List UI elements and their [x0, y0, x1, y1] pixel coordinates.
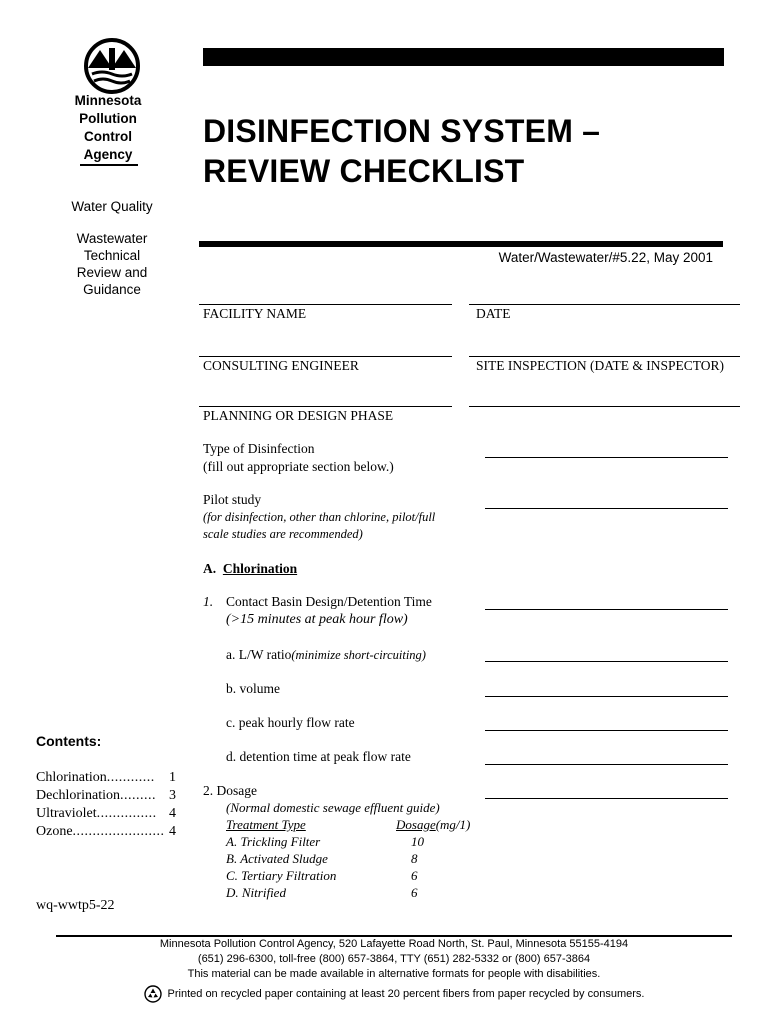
dosage-label: 2. Dosage	[203, 783, 257, 798]
contents-list	[36, 769, 176, 841]
pilot-study-input-line[interactable]	[485, 508, 728, 509]
table-row	[226, 884, 486, 901]
footer	[56, 937, 732, 982]
treatment-type-cell: D. Nitrified	[226, 885, 286, 900]
contact-basin-input-line[interactable]	[485, 609, 728, 610]
pilot-study-note-1: (for disinfection, other than chlorine, pilot/full	[203, 510, 436, 524]
mpca-logo-icon	[80, 38, 144, 94]
ww-line-3: Review and	[76, 265, 148, 280]
dosage-table	[226, 816, 486, 901]
dosage-cell: 6	[411, 885, 418, 900]
detention-time-label: d. detention time at peak flow rate	[226, 749, 411, 764]
toc-item: Chlorination ............ 1	[36, 770, 176, 785]
pilot-study-note-2: scale studies are recommended)	[203, 527, 363, 541]
ww-line-1: Wastewater	[76, 231, 148, 246]
toc-item: Dechlorination ......... 3	[36, 788, 176, 803]
table-row	[226, 833, 486, 850]
lw-ratio-prefix: a. L/W ratio	[226, 647, 292, 662]
page-title	[203, 111, 600, 191]
date-label: DATE	[476, 306, 511, 321]
contact-basin-note: (>15 minutes at peak hour flow)	[226, 612, 408, 627]
recycle-icon	[144, 985, 162, 1003]
dosage-cell: 8	[411, 851, 418, 866]
contents-title: Contents:	[36, 733, 102, 749]
ww-line-4: Guidance	[83, 282, 141, 297]
header-treatment-type: Treatment Type	[226, 817, 306, 832]
header-bar	[203, 48, 724, 66]
treatment-type-cell: B. Activated Sludge	[226, 851, 328, 866]
toc-item: Ultraviolet ............... 4	[36, 806, 176, 821]
agency-name	[60, 92, 156, 164]
lw-ratio-input-line[interactable]	[485, 661, 728, 662]
document-reference: Water/Wastewater/#5.22, May 2001	[498, 250, 713, 265]
site-inspection-label: SITE INSPECTION (DATE & INSPECTOR)	[476, 358, 725, 373]
type-of-disinfection-note: (fill out appropriate section below.)	[203, 459, 394, 474]
dosage-note: (Normal domestic sewage effluent guide)	[226, 800, 440, 815]
planning-phase-right-line[interactable]	[469, 406, 740, 407]
peak-flow-label: c. peak hourly flow rate	[226, 715, 355, 730]
facility-name-label: FACILITY NAME	[203, 306, 307, 321]
footer-address: Minnesota Pollution Control Agency, 520 Lafayette Road North, St. Paul, Minnesota 55155-4194	[159, 938, 629, 950]
title-line-1: DISINFECTION SYSTEM –	[203, 113, 601, 149]
footer-accessibility: This material can be made available in alternative formats for people with disabilities.	[187, 968, 601, 980]
contact-basin-label: Contact Basin Design/Detention Time	[226, 594, 432, 609]
ww-line-2: Technical	[83, 248, 141, 263]
dosage-input-line[interactable]	[485, 798, 728, 799]
wastewater-guidance-label	[50, 230, 174, 298]
treatment-type-cell: C. Tertiary Filtration	[226, 868, 337, 883]
type-of-disinfection-label: Type of Disinfection	[203, 441, 315, 456]
planning-phase-label: PLANNING OR DESIGN PHASE	[203, 408, 394, 423]
toc-item: Ozone ....................... 4	[36, 824, 176, 839]
agency-line-4: Agency	[83, 147, 133, 162]
agency-line-2: Pollution	[79, 111, 137, 126]
recycled-notice	[56, 985, 732, 1003]
section-a-heading	[203, 560, 297, 577]
dosage-cell: 10	[411, 834, 424, 849]
agency-line-3: Control	[84, 129, 132, 144]
section-a-prefix: A.	[203, 561, 217, 576]
pilot-study-label: Pilot study	[203, 492, 262, 507]
recycled-text: Printed on recycled paper containing at least 20 percent fibers from paper recycled by consumers.	[167, 988, 645, 1000]
consulting-engineer-label: CONSULTING ENGINEER	[203, 358, 359, 373]
peak-flow-input-line[interactable]	[485, 730, 728, 731]
water-quality-label: Water Quality	[71, 199, 153, 214]
dosage-table-header	[226, 816, 486, 833]
section-a-title: Chlorination	[222, 561, 298, 576]
table-row	[226, 867, 486, 884]
title-line-2: REVIEW CHECKLIST	[203, 153, 525, 189]
lw-ratio-label	[226, 646, 426, 664]
dosage-cell: 6	[411, 868, 418, 883]
type-of-disinfection-input-line[interactable]	[485, 457, 728, 458]
lw-ratio-note: (minimize short-circuiting)	[291, 648, 426, 662]
agency-line-1: Minnesota	[74, 93, 142, 108]
title-rule	[199, 241, 723, 247]
header-dosage: Dosage(mg/1)	[396, 817, 471, 832]
detention-time-input-line[interactable]	[485, 764, 728, 765]
table-row	[226, 850, 486, 867]
footer-phone: (651) 296-6300, toll-free (800) 657-3864, TTY (651) 282-5332 or (800) 657-3864	[197, 953, 591, 965]
item-1-number: 1.	[203, 594, 214, 609]
agency-underline	[80, 164, 138, 166]
volume-input-line[interactable]	[485, 696, 728, 697]
treatment-type-cell: A. Trickling Filter	[226, 834, 321, 849]
volume-label: b. volume	[226, 681, 280, 696]
document-id: wq-wwtp5-22	[36, 898, 115, 913]
